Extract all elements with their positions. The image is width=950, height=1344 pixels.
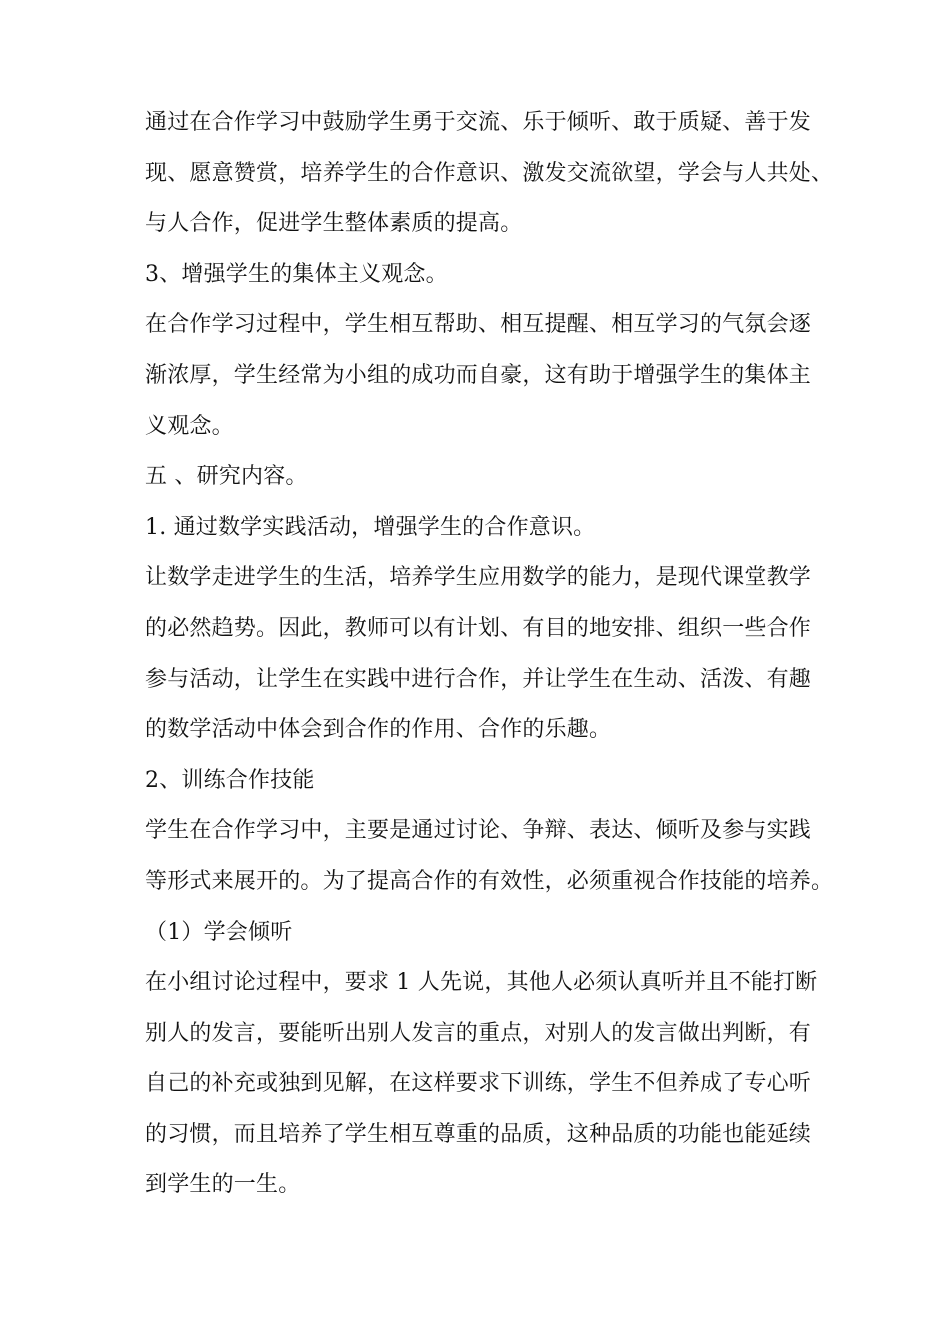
paragraph-line: 义观念。 [145, 413, 234, 439]
section-heading: 3、增强学生的集体主义观念。 [145, 261, 448, 287]
section-heading: 五 、研究内容。 [145, 464, 308, 490]
paragraph-line: 到学生的一生。 [145, 1172, 301, 1198]
section-heading: 1. 通过数学实践活动，增强学生的合作意识。 [145, 514, 596, 540]
paragraph-line: 别人的发言，要能听出别人发言的重点，对别人的发言做出判断，有 [145, 1020, 812, 1046]
paragraph-line: 的数学活动中体会到合作的作用、合作的乐趣。 [145, 717, 612, 743]
paragraph-line: 学生在合作学习中，主要是通过讨论、争辩、表达、倾听及参与实践 [145, 818, 812, 844]
paragraph-line: 在小组讨论过程中，要求 1 人先说，其他人必须认真听并且不能打断 [145, 970, 818, 996]
paragraph-line: 等形式来展开的。为了提高合作的有效性，必须重视合作技能的培养。 [145, 868, 834, 894]
paragraph-line: 渐浓厚，学生经常为小组的成功而自豪，这有助于增强学生的集体主 [145, 362, 812, 388]
section-heading: （1）学会倾听 [145, 919, 293, 945]
paragraph-line: 在合作学习过程中，学生相互帮助、相互提醒、相互学习的气氛会逐 [145, 312, 812, 338]
document-body [145, 98, 834, 1211]
paragraph-line: 自己的补充或独到见解，在这样要求下训练，学生不但养成了专心听 [145, 1071, 812, 1097]
paragraph-line: 参与活动，让学生在实践中进行合作，并让学生在生动、活泼、有趣 [145, 666, 812, 692]
paragraph-line: 的习惯，而且培养了学生相互尊重的品质，这种品质的功能也能延续 [145, 1121, 812, 1147]
section-heading: 2、训练合作技能 [145, 767, 315, 793]
paragraph-line: 让数学走进学生的生活，培养学生应用数学的能力，是现代课堂教学 [145, 565, 812, 591]
paragraph-line: 通过在合作学习中鼓励学生勇于交流、乐于倾听、敢于质疑、善于发 [145, 110, 812, 135]
paragraph-line: 现、愿意赞赏，培养学生的合作意识、激发交流欲望，学会与人共处、 [145, 160, 834, 186]
paragraph-line: 的必然趋势。因此，教师可以有计划、有目的地安排、组织一些合作 [145, 615, 812, 641]
paragraph-line: 与人合作，促进学生整体素质的提高。 [145, 211, 523, 237]
